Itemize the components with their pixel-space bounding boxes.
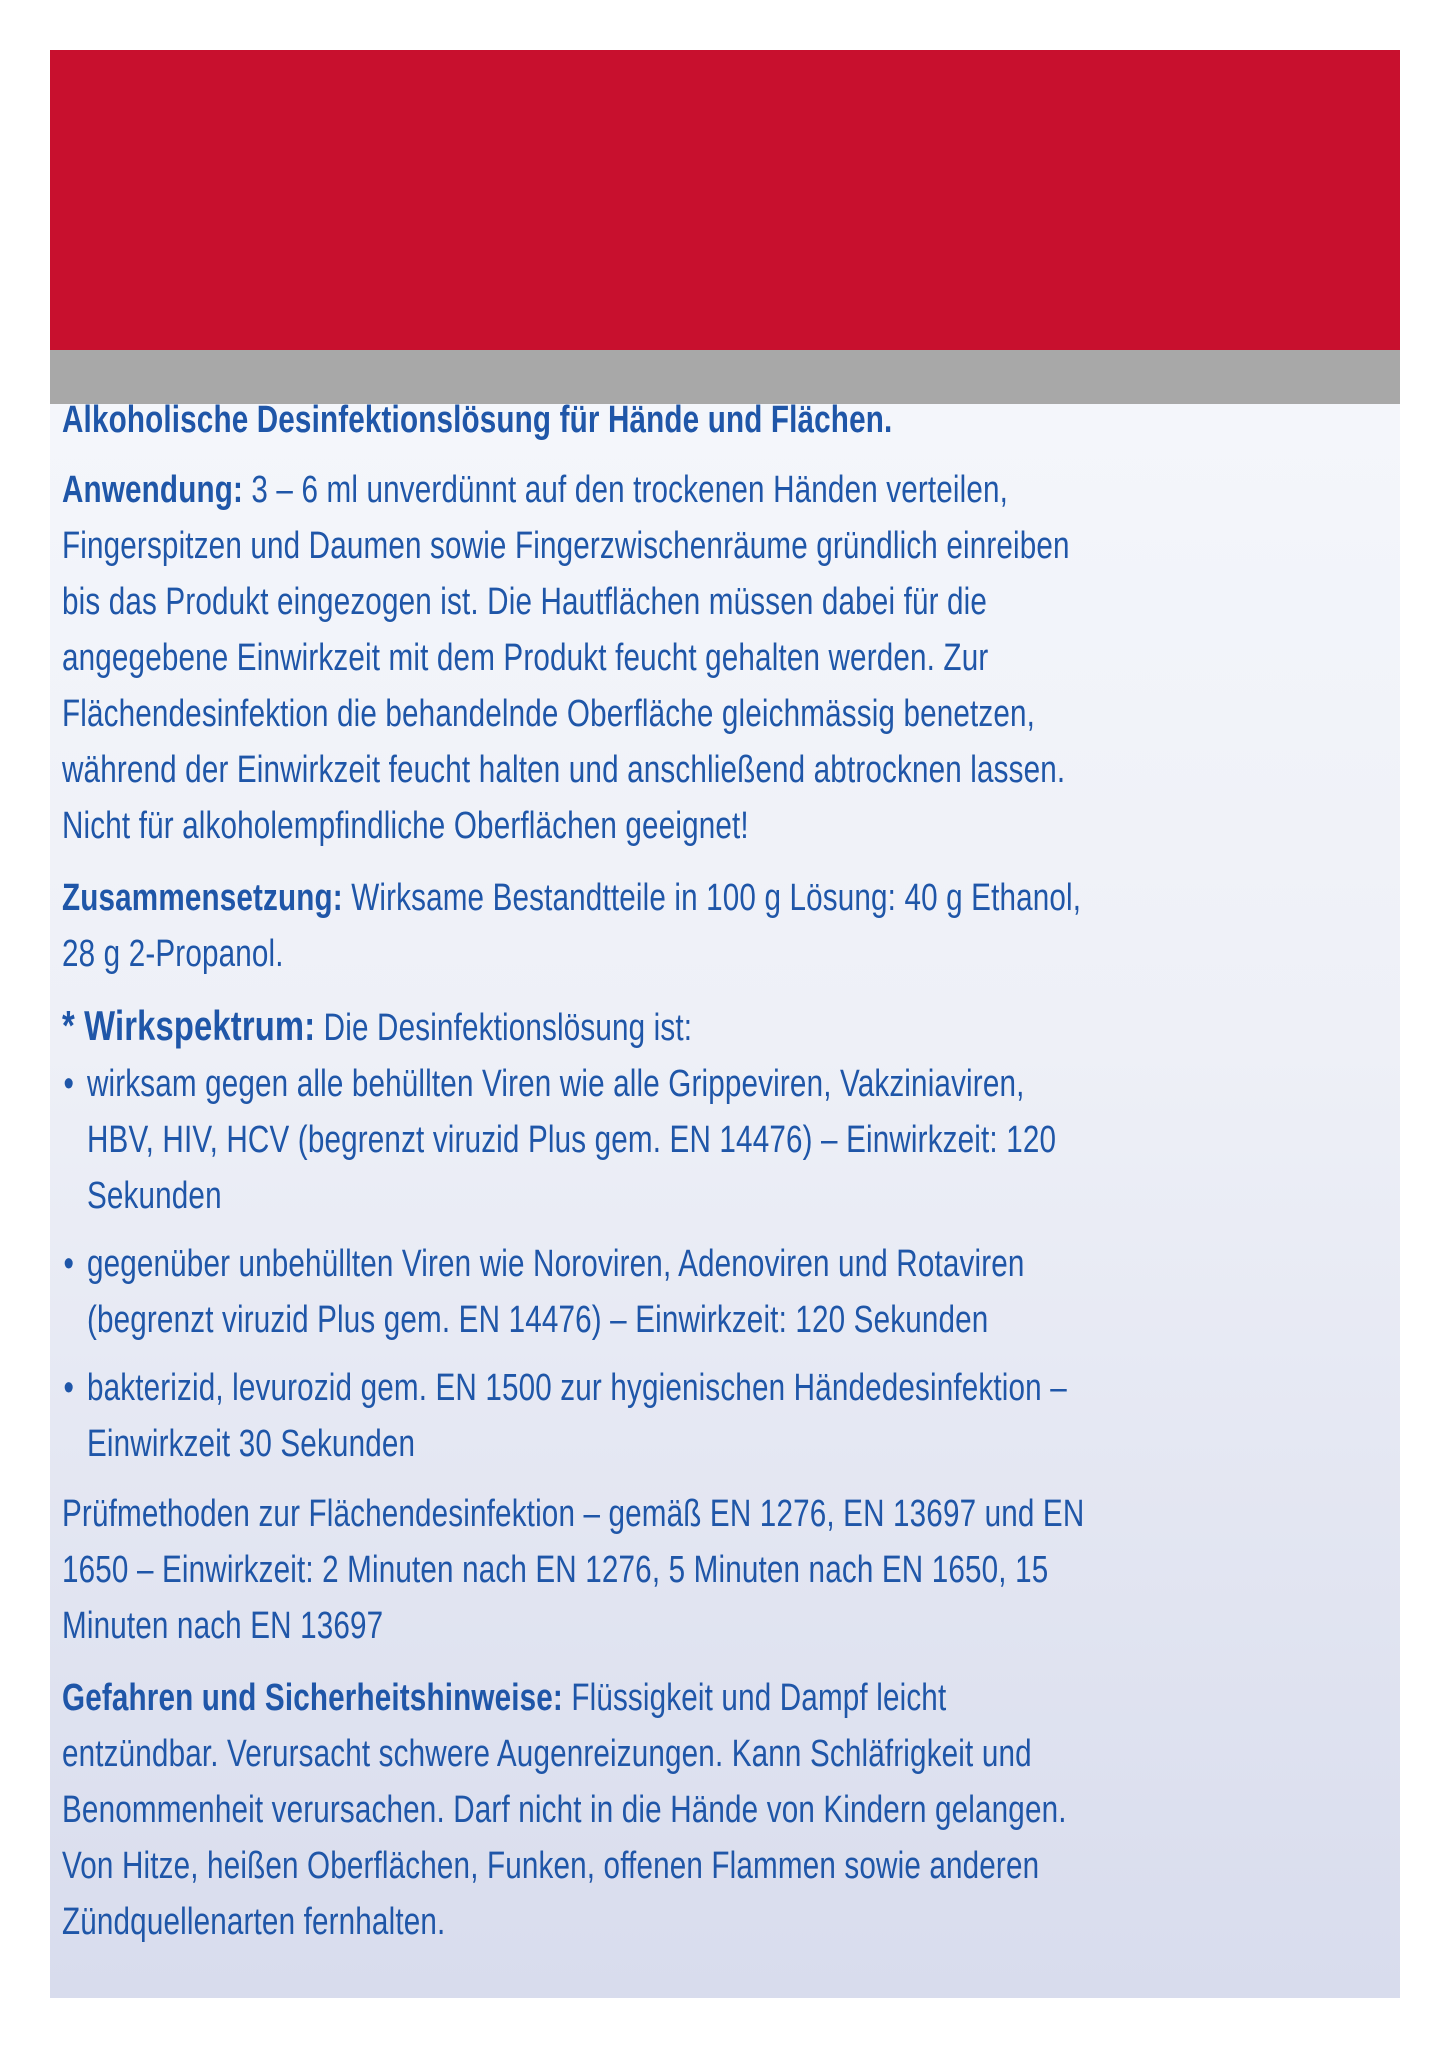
bullet-text: wirksam gegen alle behüllten Viren wie alle Grippeviren, Vakziniaviren, HBV, HIV, HCV (begrenzt viruzid Plus gem. EN 14476) – Einwirkzeit: 120 Sekunden bbox=[86, 1063, 1057, 1217]
wirkspektrum-term: * Wirkspektrum: bbox=[62, 1002, 316, 1049]
bullet-text: gegenüber unbehüllten Viren wie Noroviren, Adenoviren und Rotaviren (begrenzt viruzid Plus gem. EN 14476) – Einwirkzeit: 120 Sekunden bbox=[86, 1243, 1025, 1341]
gefahren-section bbox=[62, 1670, 1092, 1950]
zusammensetzung-section bbox=[62, 870, 1092, 982]
gefahren-text: Flüssigkeit und Dampf leicht entzündbar. Verursacht schwere Augenreizungen. Kann Schläfrigkeit und Benommenheit verursachen. Darf nicht in die Hände von Kindern gelangen. Von Hitze, heißen Oberflächen, Funken, offenen Flammen sowie anderen Zündquellenarten fernhalten. bbox=[62, 1677, 1067, 1943]
list-item bbox=[62, 1360, 1092, 1472]
bullet-icon: • bbox=[63, 1243, 75, 1285]
list-item bbox=[62, 1056, 1092, 1224]
wirkspektrum-section bbox=[62, 998, 1092, 1056]
list-item bbox=[62, 1236, 1092, 1348]
bullet-text: bakterizid, levurozid gem. EN 1500 zur hygienischen Händedesinfektion – Einwirkzeit 30 Sekunden bbox=[86, 1367, 1067, 1465]
red-header-band bbox=[50, 50, 1400, 350]
bullet-icon: • bbox=[63, 1367, 75, 1409]
label-text-content bbox=[62, 392, 1092, 1966]
anwendung-term: Anwendung: bbox=[62, 469, 244, 511]
zusammensetzung-term: Zusammensetzung: bbox=[62, 877, 343, 919]
gefahren-term: Gefahren und Sicherheitshinweise: bbox=[62, 1677, 563, 1719]
pruefmethoden-paragraph: Prüfmethoden zur Flächendesinfektion – gemäß EN 1276, EN 13697 und EN 1650 – Einwirkzeit: 2 Minuten nach EN 1276, 5 Minuten nach EN 1650, 15 Minuten nach EN 13697 bbox=[62, 1493, 1085, 1647]
zusammensetzung-text: Wirksame Bestandtteile in 100 g Lösung: 40 g Ethanol, 28 g 2-Propanol. bbox=[62, 877, 1082, 975]
bullet-icon: • bbox=[63, 1063, 75, 1105]
anwendung-text: 3 – 6 ml unverdünnt auf den trockenen Händen verteilen, Fingerspitzen und Daumen sowie Fingerzwischenräume gründlich einreiben bis das Produkt eingezogen ist. Die Hautflächen müssen dabei für die angegebene Einwirkzeit mit dem Produkt feucht gehalten werden. Zur Flächendesinfektion die behandelnde Oberfläche gleichmässig benetzen, während der Einwirkzeit feucht halten und anschließend abtrocknen lassen. Nicht für alkoholempfindliche Oberflächen geeignet! bbox=[62, 469, 1070, 847]
anwendung-section bbox=[62, 462, 1092, 854]
wirkspektrum-text: Die Desinfektionslösung ist: bbox=[323, 1007, 693, 1049]
product-headline: Alkoholische Desinfektionslösung für Hände und Flächen. bbox=[62, 399, 893, 441]
wirkspektrum-bullet-list bbox=[62, 1056, 1092, 1472]
